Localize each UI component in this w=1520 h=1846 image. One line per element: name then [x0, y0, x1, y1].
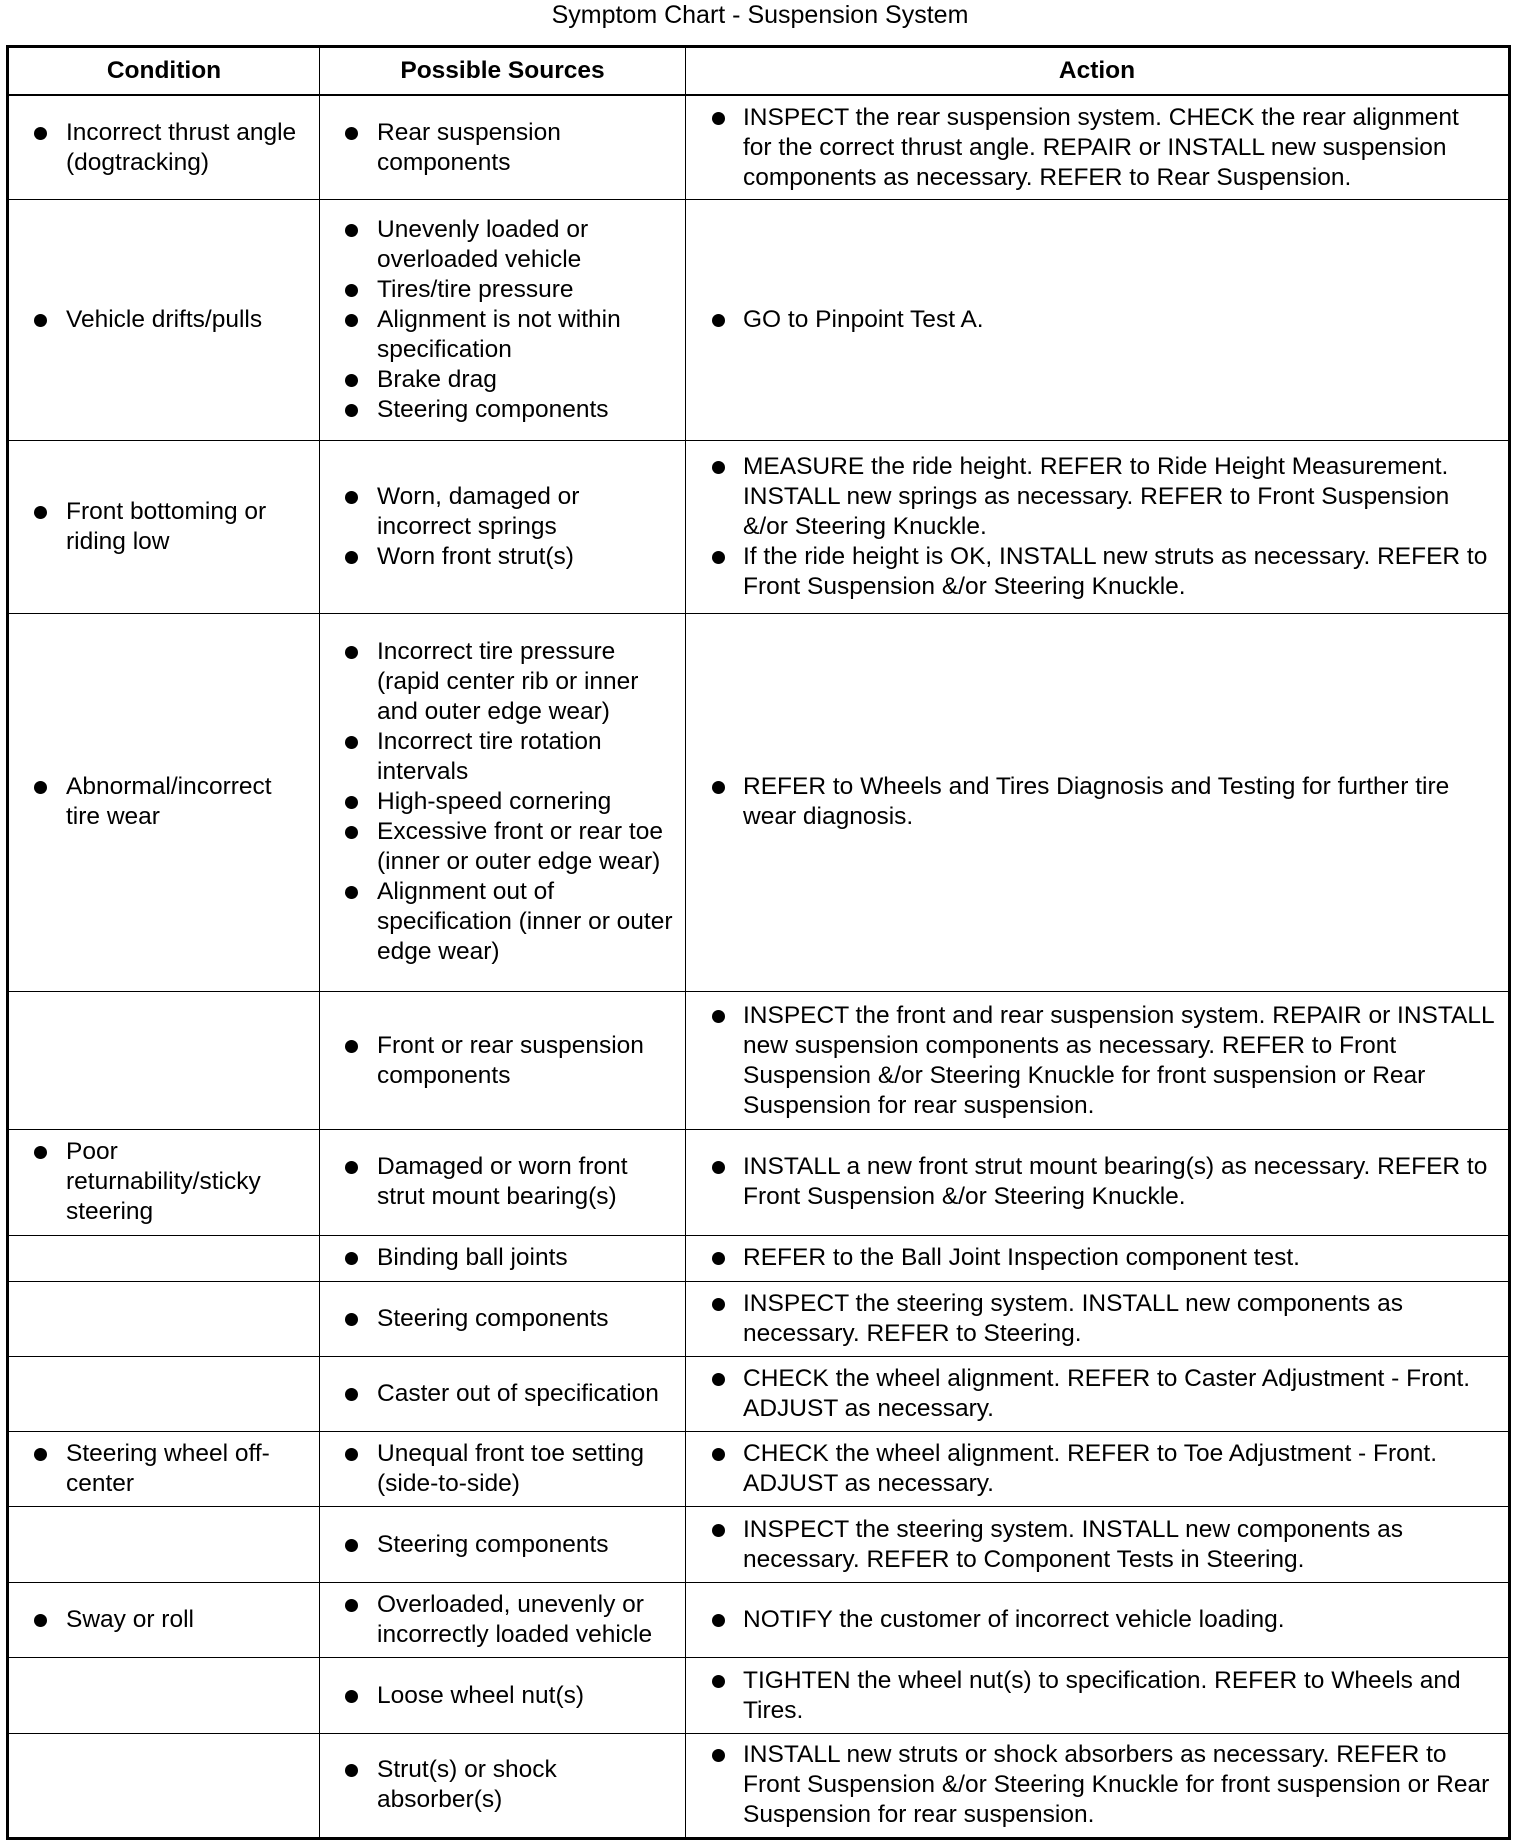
source-cell: [320, 1356, 686, 1431]
bullet-list: [320, 1439, 685, 1499]
source-cell: [320, 200, 686, 441]
source-item: Steering components: [320, 1304, 685, 1334]
condition-cell: [8, 95, 320, 200]
table-row: [8, 1356, 1510, 1431]
source-item: Incorrect tire pressure (rapid center rib or inner and outer edge wear): [320, 637, 685, 727]
condition-item: Steering wheel off-center: [9, 1439, 319, 1499]
source-item: Worn front strut(s): [320, 542, 685, 572]
source-item: Damaged or worn front strut mount bearing(s): [320, 1152, 685, 1212]
condition-item: Abnormal/incorrect tire wear: [9, 772, 319, 832]
bullet-list: [320, 1530, 685, 1560]
condition-cell: [8, 1432, 320, 1507]
page-title: Symptom Chart - Suspension System: [551, 1, 969, 29]
source-item: Alignment out of specification (inner or outer edge wear): [320, 877, 685, 967]
action-cell: [686, 441, 1510, 614]
bullet-list: [686, 1001, 1508, 1121]
table-row: [8, 1432, 1510, 1507]
source-item: High-speed cornering: [320, 787, 685, 817]
action-item: INSPECT the steering system. INSTALL new components as necessary. REFER to Component Tests in Steering.: [686, 1515, 1508, 1575]
source-item: Caster out of specification: [320, 1379, 685, 1409]
condition-cell: [8, 1582, 320, 1657]
action-item: NOTIFY the customer of incorrect vehicle loading.: [686, 1605, 1508, 1635]
condition-item: Vehicle drifts/pulls: [9, 305, 319, 335]
action-cell: [686, 1507, 1510, 1582]
action-item: If the ride height is OK, INSTALL new struts as necessary. REFER to Front Suspension &/or Steering Knuckle.: [686, 542, 1508, 602]
bullet-list: [320, 482, 685, 572]
column-header-sources: Possible Sources: [320, 47, 686, 96]
table-body: [8, 95, 1510, 1839]
action-item: GO to Pinpoint Test A.: [686, 305, 1508, 335]
condition-cell: [8, 1658, 320, 1733]
condition-cell: [8, 1507, 320, 1582]
source-cell: [320, 613, 686, 991]
action-item: TIGHTEN the wheel nut(s) to specification. REFER to Wheels and Tires.: [686, 1666, 1508, 1726]
bullet-list: [320, 1590, 685, 1650]
source-item: Excessive front or rear toe (inner or outer edge wear): [320, 817, 685, 877]
condition-cell: [8, 1282, 320, 1356]
bullet-list: [9, 305, 319, 335]
source-item: Steering components: [320, 1530, 685, 1560]
bullet-list: [9, 118, 319, 178]
action-item: INSTALL a new front strut mount bearing(s) as necessary. REFER to Front Suspension &/or Steering Knuckle.: [686, 1152, 1508, 1212]
action-cell: [686, 1432, 1510, 1507]
bullet-list: [320, 1243, 685, 1273]
action-cell: [686, 1130, 1510, 1235]
condition-cell: [8, 441, 320, 614]
bullet-list: [320, 1379, 685, 1409]
source-cell: [320, 441, 686, 614]
bullet-list: [686, 1364, 1508, 1424]
bullet-list: [320, 1681, 685, 1711]
bullet-list: [320, 1152, 685, 1212]
bullet-list: [9, 772, 319, 832]
source-cell: [320, 1507, 686, 1582]
source-cell: [320, 992, 686, 1130]
bullet-list: [320, 118, 685, 178]
source-cell: [320, 1282, 686, 1356]
source-cell: [320, 95, 686, 200]
source-item: Unequal front toe setting (side-to-side): [320, 1439, 685, 1499]
source-cell: [320, 1235, 686, 1282]
source-cell: [320, 1432, 686, 1507]
source-item: Strut(s) or shock absorber(s): [320, 1755, 685, 1815]
action-cell: [686, 95, 1510, 200]
table-row: [8, 441, 1510, 614]
source-item: Worn, damaged or incorrect springs: [320, 482, 685, 542]
source-item: Brake drag: [320, 365, 685, 395]
source-cell: [320, 1658, 686, 1733]
source-item: Steering components: [320, 395, 685, 425]
bullet-list: [686, 1666, 1508, 1726]
bullet-list: [686, 452, 1508, 602]
column-header-action: Action: [686, 47, 1510, 96]
source-item: Rear suspension components: [320, 118, 685, 178]
condition-cell: [8, 1356, 320, 1431]
source-item: Binding ball joints: [320, 1243, 685, 1273]
condition-cell: [8, 200, 320, 441]
condition-cell: [8, 1733, 320, 1838]
source-item: Incorrect tire rotation intervals: [320, 727, 685, 787]
table-row: [8, 1507, 1510, 1582]
bullet-list: [686, 1605, 1508, 1635]
action-item: MEASURE the ride height. REFER to Ride Height Measurement. INSTALL new springs as necessary. REFER to Front Suspension &/or Steering Knuckle.: [686, 452, 1508, 542]
table-row: [8, 613, 1510, 991]
table-row: [8, 1582, 1510, 1657]
source-cell: [320, 1733, 686, 1838]
bullet-list: [686, 1515, 1508, 1575]
bullet-list: [320, 637, 685, 967]
source-item: Alignment is not within specification: [320, 305, 685, 365]
bullet-list: [320, 215, 685, 425]
bullet-list: [320, 1304, 685, 1334]
source-item: Front or rear suspension components: [320, 1031, 685, 1091]
action-item: INSPECT the front and rear suspension system. REPAIR or INSTALL new suspension components as necessary. REFER to Front Suspension &/or Steering Knuckle for front suspension or Rear Suspension for rear suspension.: [686, 1001, 1508, 1121]
table-row: [8, 992, 1510, 1130]
table-row: [8, 1733, 1510, 1838]
action-item: INSPECT the steering system. INSTALL new components as necessary. REFER to Steering.: [686, 1289, 1508, 1349]
bullet-list: [9, 1137, 319, 1227]
bullet-list: [686, 1439, 1508, 1499]
bullet-list: [686, 1152, 1508, 1212]
action-cell: [686, 1356, 1510, 1431]
bullet-list: [686, 103, 1508, 193]
bullet-list: [320, 1031, 685, 1091]
action-cell: [686, 200, 1510, 441]
condition-item: Front bottoming or riding low: [9, 497, 319, 557]
action-cell: [686, 1733, 1510, 1838]
bullet-list: [686, 305, 1508, 335]
action-cell: [686, 1282, 1510, 1356]
action-cell: [686, 1582, 1510, 1657]
action-cell: [686, 1235, 1510, 1282]
bullet-list: [686, 1740, 1508, 1830]
bullet-list: [686, 772, 1508, 832]
action-item: CHECK the wheel alignment. REFER to Caster Adjustment - Front. ADJUST as necessary.: [686, 1364, 1508, 1424]
action-cell: [686, 1658, 1510, 1733]
bullet-list: [686, 1289, 1508, 1349]
action-item: REFER to Wheels and Tires Diagnosis and Testing for further tire wear diagnosis.: [686, 772, 1508, 832]
action-cell: [686, 992, 1510, 1130]
table-row: [8, 95, 1510, 200]
condition-item: Sway or roll: [9, 1605, 319, 1635]
condition-item: Incorrect thrust angle (dogtracking): [9, 118, 319, 178]
action-item: REFER to the Ball Joint Inspection component test.: [686, 1243, 1508, 1273]
bullet-list: [9, 1439, 319, 1499]
bullet-list: [320, 1755, 685, 1815]
action-item: CHECK the wheel alignment. REFER to Toe Adjustment - Front. ADJUST as necessary.: [686, 1439, 1508, 1499]
source-cell: [320, 1130, 686, 1235]
bullet-list: [9, 1605, 319, 1635]
action-cell: [686, 613, 1510, 991]
table-row: [8, 1235, 1510, 1282]
condition-cell: [8, 1235, 320, 1282]
condition-cell: [8, 613, 320, 991]
bullet-list: [686, 1243, 1508, 1273]
condition-cell: [8, 1130, 320, 1235]
source-cell: [320, 1582, 686, 1657]
condition-item: Poor returnability/sticky steering: [9, 1137, 319, 1227]
condition-cell: [8, 992, 320, 1130]
table-row: [8, 1130, 1510, 1235]
source-item: Tires/tire pressure: [320, 275, 685, 305]
symptom-chart-table: [6, 45, 1511, 1840]
source-item: Overloaded, unevenly or incorrectly loaded vehicle: [320, 1590, 685, 1650]
table-row: [8, 1658, 1510, 1733]
action-item: INSTALL new struts or shock absorbers as necessary. REFER to Front Suspension &/or Steering Knuckle for front suspension or Rear Suspension for rear suspension.: [686, 1740, 1508, 1830]
table-row: [8, 1282, 1510, 1356]
action-item: INSPECT the rear suspension system. CHECK the rear alignment for the correct thrust angle. REPAIR or INSTALL new suspension components as necessary. REFER to Rear Suspension.: [686, 103, 1508, 193]
table-row: [8, 200, 1510, 441]
source-item: Unevenly loaded or overloaded vehicle: [320, 215, 685, 275]
column-header-condition: Condition: [8, 47, 320, 96]
header-row: [8, 47, 1510, 96]
source-item: Loose wheel nut(s): [320, 1681, 685, 1711]
bullet-list: [9, 497, 319, 557]
